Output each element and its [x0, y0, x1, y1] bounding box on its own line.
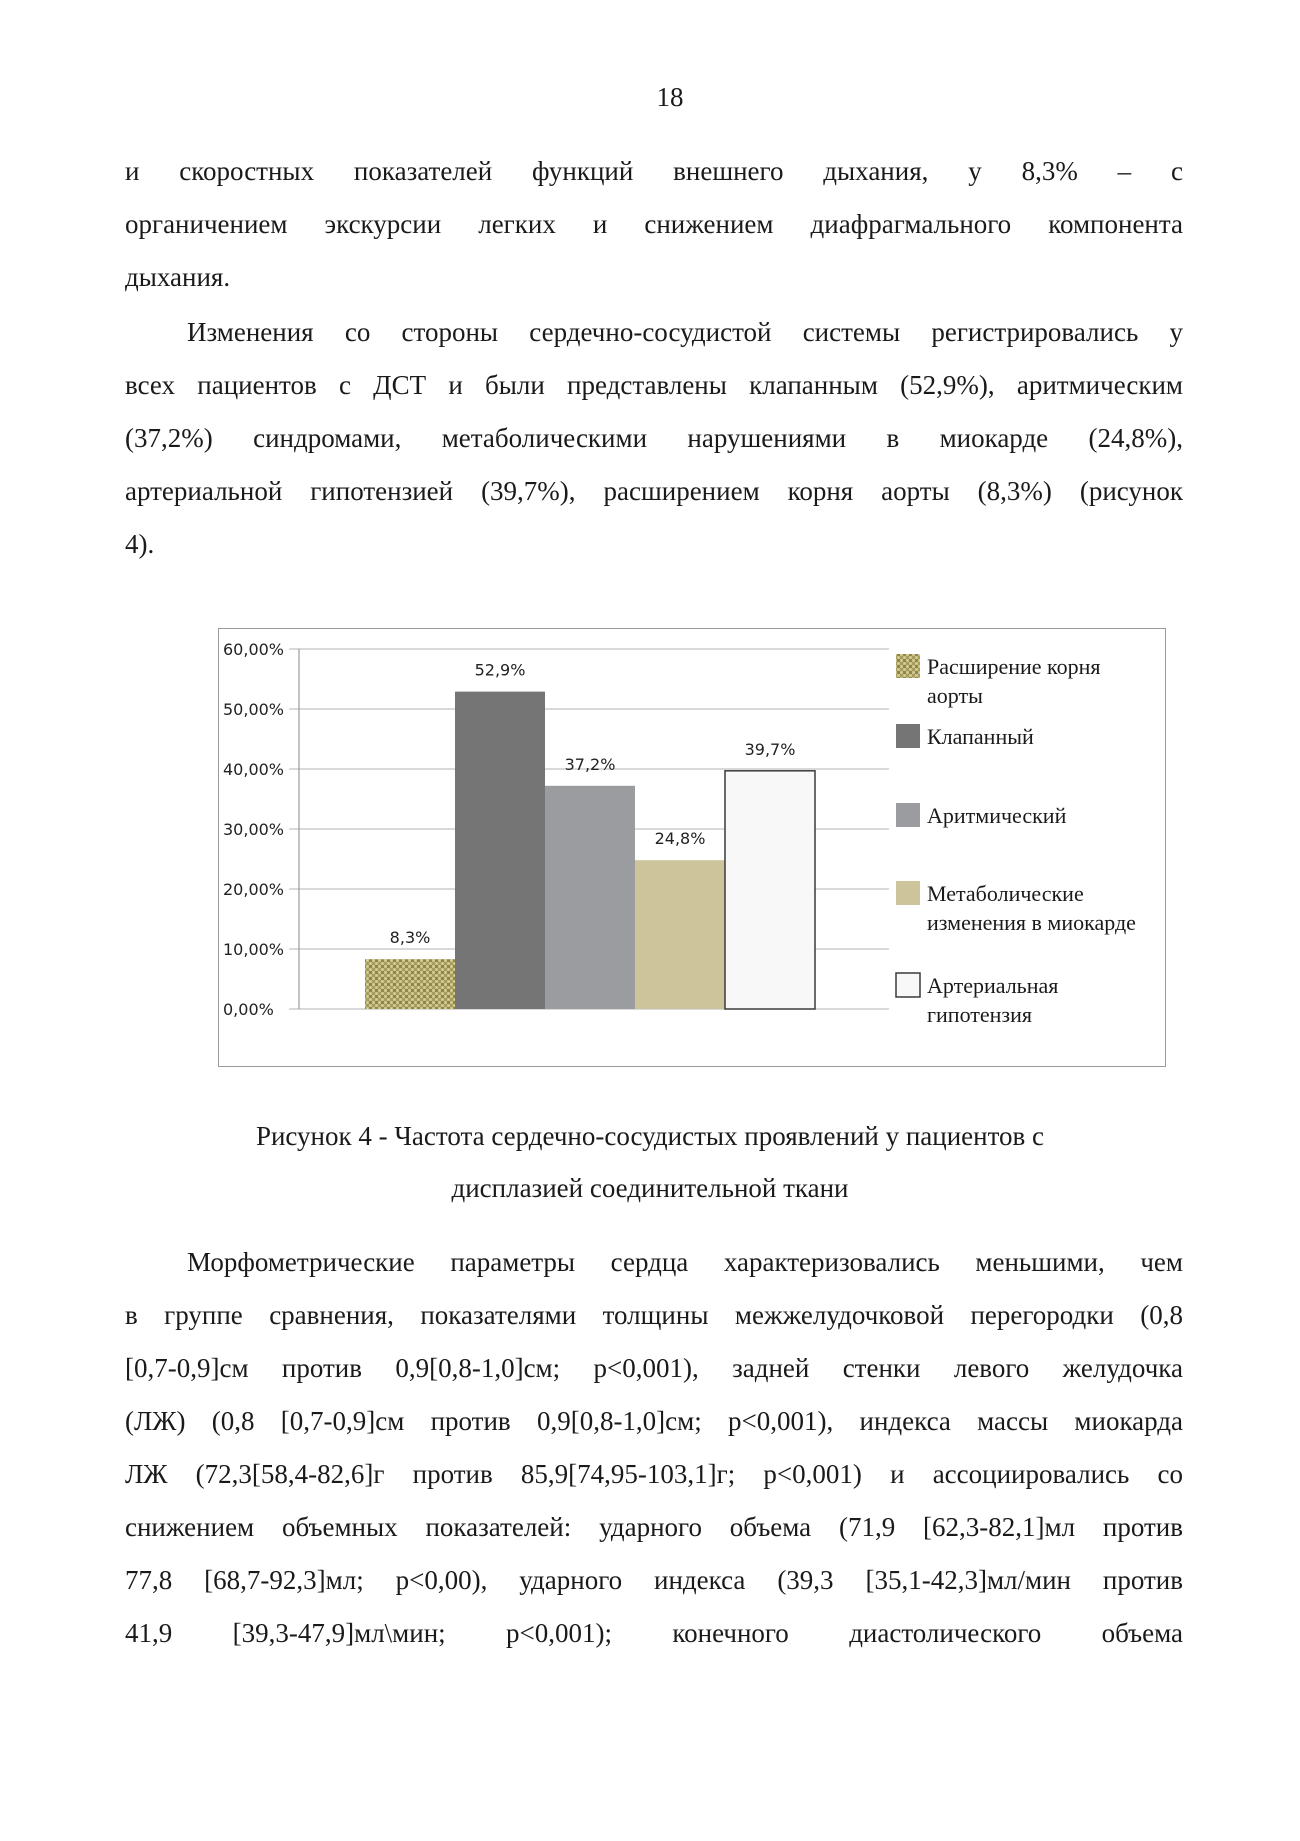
- text-line: (37,2%) синдромами, метаболическими нарушениями в миокарде (24,8%),: [125, 423, 1183, 453]
- y-axis-tick-labels: [223, 640, 284, 1019]
- bar: [365, 959, 455, 1009]
- legend-label: Клапанный: [927, 724, 1034, 749]
- paragraph-cardiovascular: [125, 306, 1183, 571]
- text-line: Морфометрические параметры сердца характеризовались меньшими, чем: [187, 1247, 1183, 1277]
- legend-label: изменения в миокарде: [927, 910, 1136, 935]
- text-line: Изменения со стороны сердечно-сосудистой системы регистрировались у: [187, 317, 1183, 347]
- figure-caption: [0, 1110, 1300, 1214]
- text-line: 77,8 [68,7-92,3]мл; p<0,00), ударного индекса (39,3 [35,1-42,3]мл/мин против: [125, 1565, 1183, 1595]
- text-line: ЛЖ (72,3[58,4-82,6]г против 85,9[74,95-103,1]г; p<0,001) и ассоциировались со: [125, 1459, 1183, 1489]
- y-tick-label: 60,00%: [223, 640, 285, 659]
- text-line: дыхания.: [125, 262, 231, 292]
- paragraph-respiratory: [125, 145, 1183, 304]
- legend-label: Расширение корня: [927, 654, 1101, 679]
- figure-4-chart: [218, 628, 1166, 1067]
- y-tick-label: 30,00%: [223, 820, 285, 839]
- data-label: 37,2%: [564, 754, 616, 774]
- legend-swatch: [896, 654, 920, 678]
- bar: [545, 786, 635, 1009]
- y-tick-label: 50,00%: [223, 700, 285, 719]
- text-line: 41,9 [39,3-47,9]мл\мин; p<0,001); конечного диастолического объема: [125, 1618, 1183, 1648]
- y-tick-label: 10,00%: [223, 940, 285, 959]
- legend-swatch: [896, 973, 920, 997]
- legend-swatch: [896, 881, 920, 905]
- y-tick-label: 0,00%: [223, 1000, 274, 1019]
- y-tick-label: 20,00%: [223, 880, 285, 899]
- text-line: 4).: [125, 529, 155, 559]
- text-line: (ЛЖ) (0,8 [0,7-0,9]см против 0,9[0,8-1,0]см; p<0,001), индекса массы миокарда: [125, 1406, 1183, 1436]
- legend-swatch: [896, 724, 920, 748]
- bar: [455, 692, 545, 1009]
- legend: [896, 654, 1136, 1027]
- text-line: артериальной гипотензией (39,7%), расширением корня аорты (8,3%) (рисунок: [125, 476, 1183, 506]
- data-label: 52,9%: [474, 660, 526, 680]
- text-line: и скоростных показателей функций внешнего дыхания, у 8,3% – с: [125, 156, 1183, 186]
- legend-label: аорты: [927, 683, 983, 708]
- paragraph-morphometric: [125, 1236, 1183, 1660]
- legend-label: гипотензия: [927, 1002, 1033, 1027]
- caption-line: дисплазией соединительной ткани: [451, 1173, 849, 1203]
- text-line: в группе сравнения, показателями толщины межжелудочковой перегородки (0,8: [125, 1300, 1183, 1330]
- legend-label: Аритмический: [927, 803, 1067, 828]
- data-label: 39,7%: [744, 739, 796, 759]
- data-label: 24,8%: [654, 829, 706, 849]
- text-line: [0,7-0,9]см против 0,9[0,8-1,0]см; p<0,001), задней стенки левого желудочка: [125, 1353, 1183, 1383]
- caption-line: Рисунок 4 - Частота сердечно-сосудистых проявлений у пациентов с: [255, 1121, 1045, 1151]
- text-line: снижением объемных показателей: ударного объема (71,9 [62,3-82,1]мл против: [125, 1512, 1183, 1542]
- bar-chart: [219, 629, 1165, 1066]
- text-line: всех пациентов с ДСТ и были представлены клапанным (52,9%), аритмическим: [125, 370, 1183, 400]
- data-label: 8,3%: [389, 928, 431, 948]
- bar: [725, 771, 815, 1009]
- legend-label: Метаболические: [927, 881, 1084, 906]
- bar: [635, 860, 725, 1009]
- page-number: 18: [656, 82, 684, 112]
- legend-swatch: [896, 803, 920, 827]
- text-line: органичением экскурсии легких и снижением диафрагмального компонента: [125, 209, 1183, 239]
- y-tick-label: 40,00%: [223, 760, 285, 779]
- legend-label: Артериальная: [927, 973, 1059, 998]
